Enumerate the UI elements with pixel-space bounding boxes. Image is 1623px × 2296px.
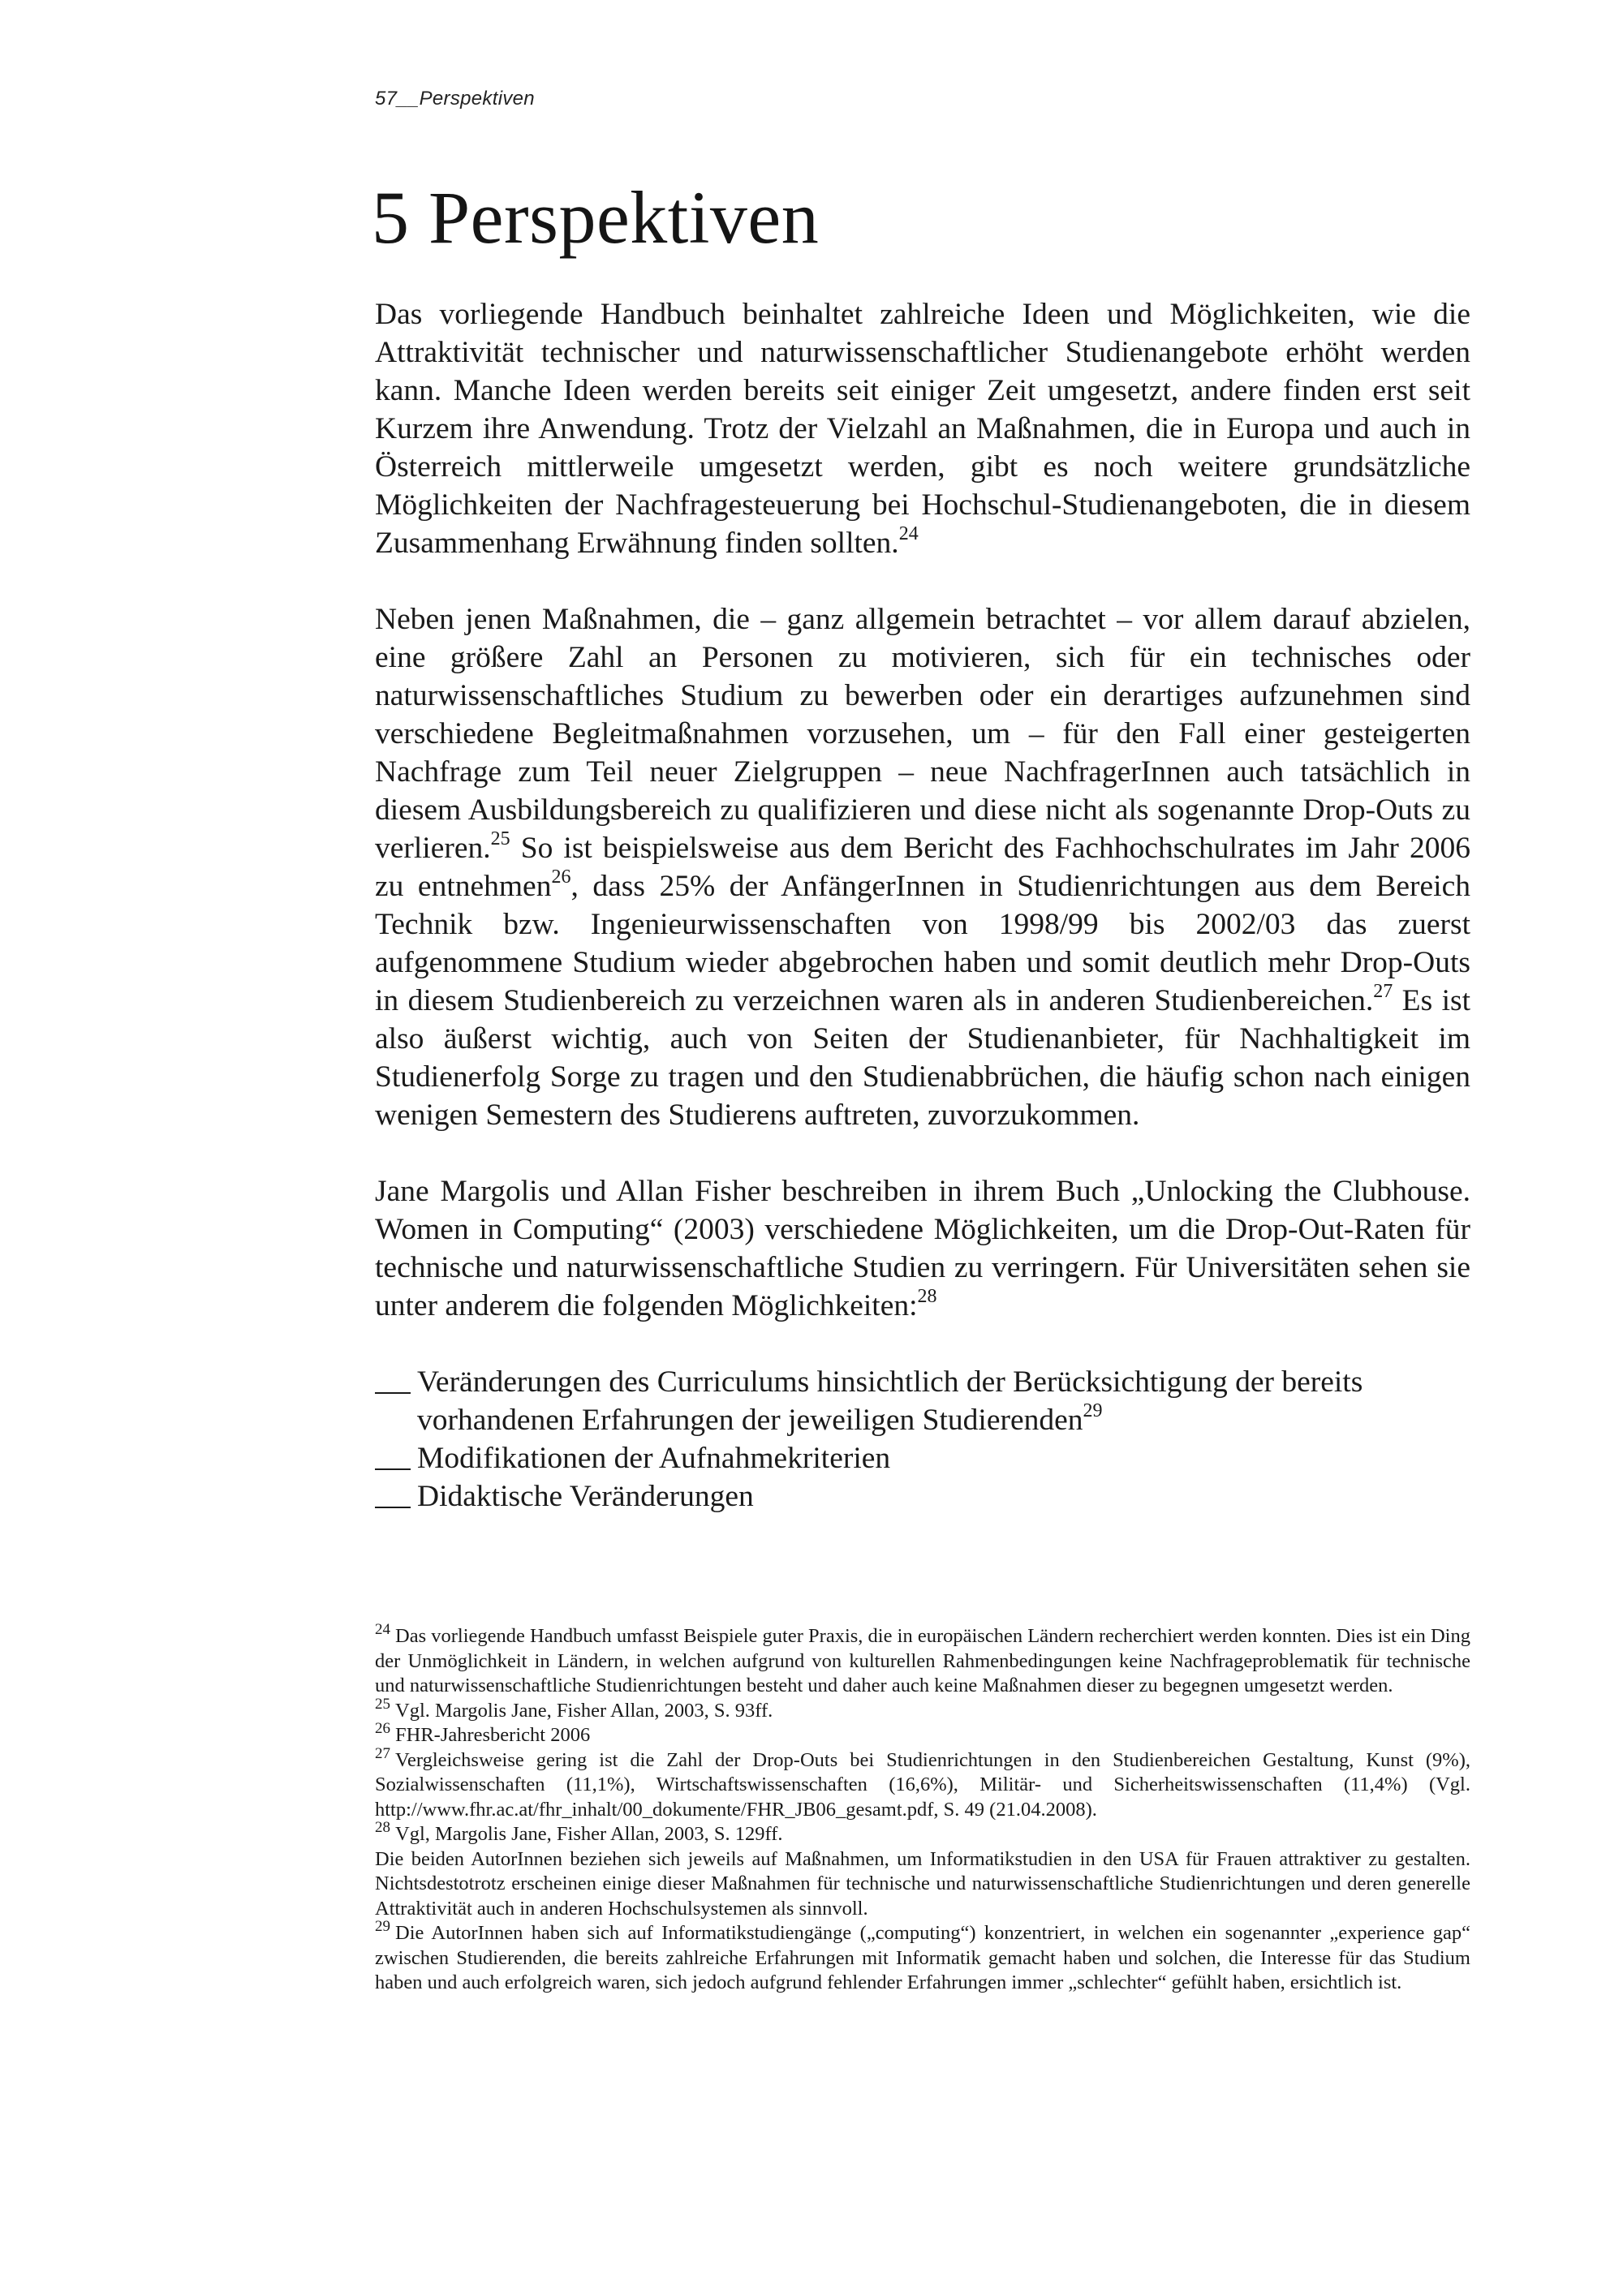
list-item-text: Didaktische Veränderungen (417, 1480, 754, 1513)
dash-bullet-icon (375, 1439, 411, 1470)
list-item-text: Modifikationen der Aufnahmekriterien (417, 1442, 891, 1475)
paragraph-intro (375, 295, 1470, 562)
footnote-28-continuation (375, 1847, 1470, 1922)
paragraph-dropouts-text-b: So ist beispielsweise aus dem Bericht des Fachhochschulrates im Jahr 2006 zu entnehmen (375, 832, 1470, 903)
footnote-text: Vgl, Margolis Jane, Fisher Allan, 2003, S. 129ff. (395, 1823, 783, 1845)
footnote-25 (375, 1695, 1470, 1724)
footnote-24 (375, 1621, 1470, 1699)
dash-bullet-icon (375, 1477, 411, 1508)
footnote-number: 29 (375, 1918, 390, 1935)
footnote-number: 25 (375, 1695, 390, 1713)
main-text (375, 295, 1470, 1516)
list-item (375, 1477, 1470, 1516)
footnote-26 (375, 1720, 1470, 1748)
footnote-text: Die AutorInnen haben sich auf Informatikstudiengänge („computing“) konzentriert, in welchen ein sogenannter „experience gap“ zwischen Studierenden, die bereits zahlreiche Erfahrungen mit Informatik gemacht haben und solchen, die Interesse für das Studium haben und auch erfolgreich waren, sich jedoch aufgrund fehlender Erfahrungen immer „schlechter“ gefühlt haben, ersichtlich ist. (375, 1922, 1470, 1993)
paragraph-dropouts (375, 600, 1470, 1134)
footnote-29 (375, 1918, 1470, 1996)
footnote-number: 27 (375, 1744, 390, 1762)
dash-bullet-icon (375, 1363, 411, 1394)
running-header: 57__Perspektiven (375, 88, 535, 110)
footnote-ref-25: 25 (490, 828, 510, 849)
possibilities-list (375, 1363, 1470, 1516)
chapter-title: 5 Perspektiven (372, 176, 820, 259)
footnote-text: Vgl. Margolis Jane, Fisher Allan, 2003, S. 93ff. (395, 1699, 773, 1722)
paragraph-dropouts-text-d: Es ist also äußerst wichtig, auch von Seiten der Studienanbieter, für Nachhaltigkeit im Studienerfolg Sorge zu tragen und den Studienabbrüchen, die häufig schon nach einigen wenigen Semestern des Studierens auftreten, zuvorzukommen. (375, 984, 1471, 1132)
paragraph-intro-text: Das vorliegende Handbuch beinhaltet zahlreiche Ideen und Möglichkeiten, wie die Attraktivität technischer und naturwissenschaftlicher Studienangebote erhöht werden kann. Manche Ideen werden bereits seit einiger Zeit umgesetzt, andere finden erst seit Kurzem ihre Anwendung. Trotz der Vielzahl an Maßnahmen, die in Europa und auch in Österreich mittlerweile umgesetzt werden, gibt es noch weitere grundsätzliche Möglichkeiten der Nachfragesteuerung bei Hochschul-Studienangeboten, die in diesem Zusammenhang Erwähnung finden sollten. (375, 298, 1470, 560)
footnote-ref-29: 29 (1083, 1400, 1103, 1421)
footnote-text: Das vorliegende Handbuch umfasst Beispiele guter Praxis, die in europäischen Ländern recherchiert werden konnten. Dies ist ein Ding der Unmöglichkeit in Ländern, in welchen aufgrund von kulturellen Rahmenbedingungen keine Nachfrageproblematik für technische und naturwissenschaftliche Studienrichtungen besteht und daher auch keine Maßnahmen dieser zu begegnen umgesetzt werden. (375, 1625, 1470, 1696)
footnote-text: FHR-Jahresbericht 2006 (395, 1724, 591, 1746)
list-item-text: Veränderungen des Curriculums hinsichtlich der Berücksichtigung der bereits vorhandenen Erfahrungen der jeweiligen Studierenden (417, 1365, 1363, 1437)
footnote-text: Vergleichsweise gering ist die Zahl der Drop-Outs bei Studienrichtungen in den Studienbereichen Gestaltung, Kunst (9%), Sozialwissenschaften (11,1%), Wirtschaftswissenschaften (16,6%), Militär- und Sicherheitswissenschaften (11,4%) (Vgl. http://www.fhr.ac.at/fhr_inhalt/00_dokumente/FHR_JB06_gesamt.pdf, S. 49 (21.04.2008). (375, 1748, 1470, 1821)
list-item (375, 1363, 1470, 1439)
paragraph-margolis-text: Jane Margolis und Allan Fisher beschreiben in ihrem Buch „Unlocking the Clubhouse. Women in Computing“ (2003) verschiedene Möglichkeiten, um die Drop-Out-Raten für technische und naturwissenschaftliche Studien zu verringern. Für Universitäten sehen sie unter anderem die folgenden Möglichkeiten: (375, 1175, 1470, 1322)
footnote-28 (375, 1819, 1470, 1847)
footnotes (375, 1621, 1470, 1996)
footnote-ref-26: 26 (551, 866, 571, 888)
footnote-number: 24 (375, 1621, 390, 1638)
footnote-text: Die beiden AutorInnen beziehen sich jeweils auf Maßnahmen, um Informatikstudien in den USA für Frauen attraktiver zu gestalten. Nichtsdestotrotz erscheinen einige dieser Maßnahmen für technische und naturwissenschaftliche Studienrichtungen und deren generelle Attraktivität auch in anderen Hochschulsystemen als sinnvoll. (375, 1847, 1470, 1920)
footnote-number: 28 (375, 1819, 390, 1836)
footnote-ref-27: 27 (1373, 981, 1393, 1002)
footnote-ref-28: 28 (917, 1286, 937, 1307)
paragraph-dropouts-text-a: Neben jenen Maßnahmen, die – ganz allgemein betrachtet – vor allem darauf abzielen, eine größere Zahl an Personen zu motivieren, sich für ein technisches oder naturwissenschaftliches Studium zu bewerben oder ein derartiges aufzunehmen sind verschiedene Begleitmaßnahmen vorzusehen, um – für den Fall einer gesteigerten Nachfrage zum Teil neuer Zielgruppen – neue NachfragerInnen auch tatsächlich in diesem Ausbildungsbereich zu qualifizieren und diese nicht als sogenannte Drop-Outs zu verlieren. (375, 603, 1470, 865)
footnote-ref-24: 24 (898, 523, 919, 544)
footnote-27 (375, 1744, 1470, 1823)
list-item (375, 1439, 1470, 1477)
footnote-number: 26 (375, 1720, 390, 1737)
paragraph-margolis (375, 1172, 1470, 1325)
paragraph-dropouts-text-c: , dass 25% der AnfängerInnen in Studienrichtungen aus dem Bereich Technik bzw. Ingenieurwissenschaften von 1998/99 bis 2002/03 das zuerst aufgenommene Studium wieder abgebrochen haben und somit deutlich mehr Drop-Outs in diesem Studienbereich zu verzeichnen waren als in anderen Studienbereichen. (375, 870, 1470, 1017)
